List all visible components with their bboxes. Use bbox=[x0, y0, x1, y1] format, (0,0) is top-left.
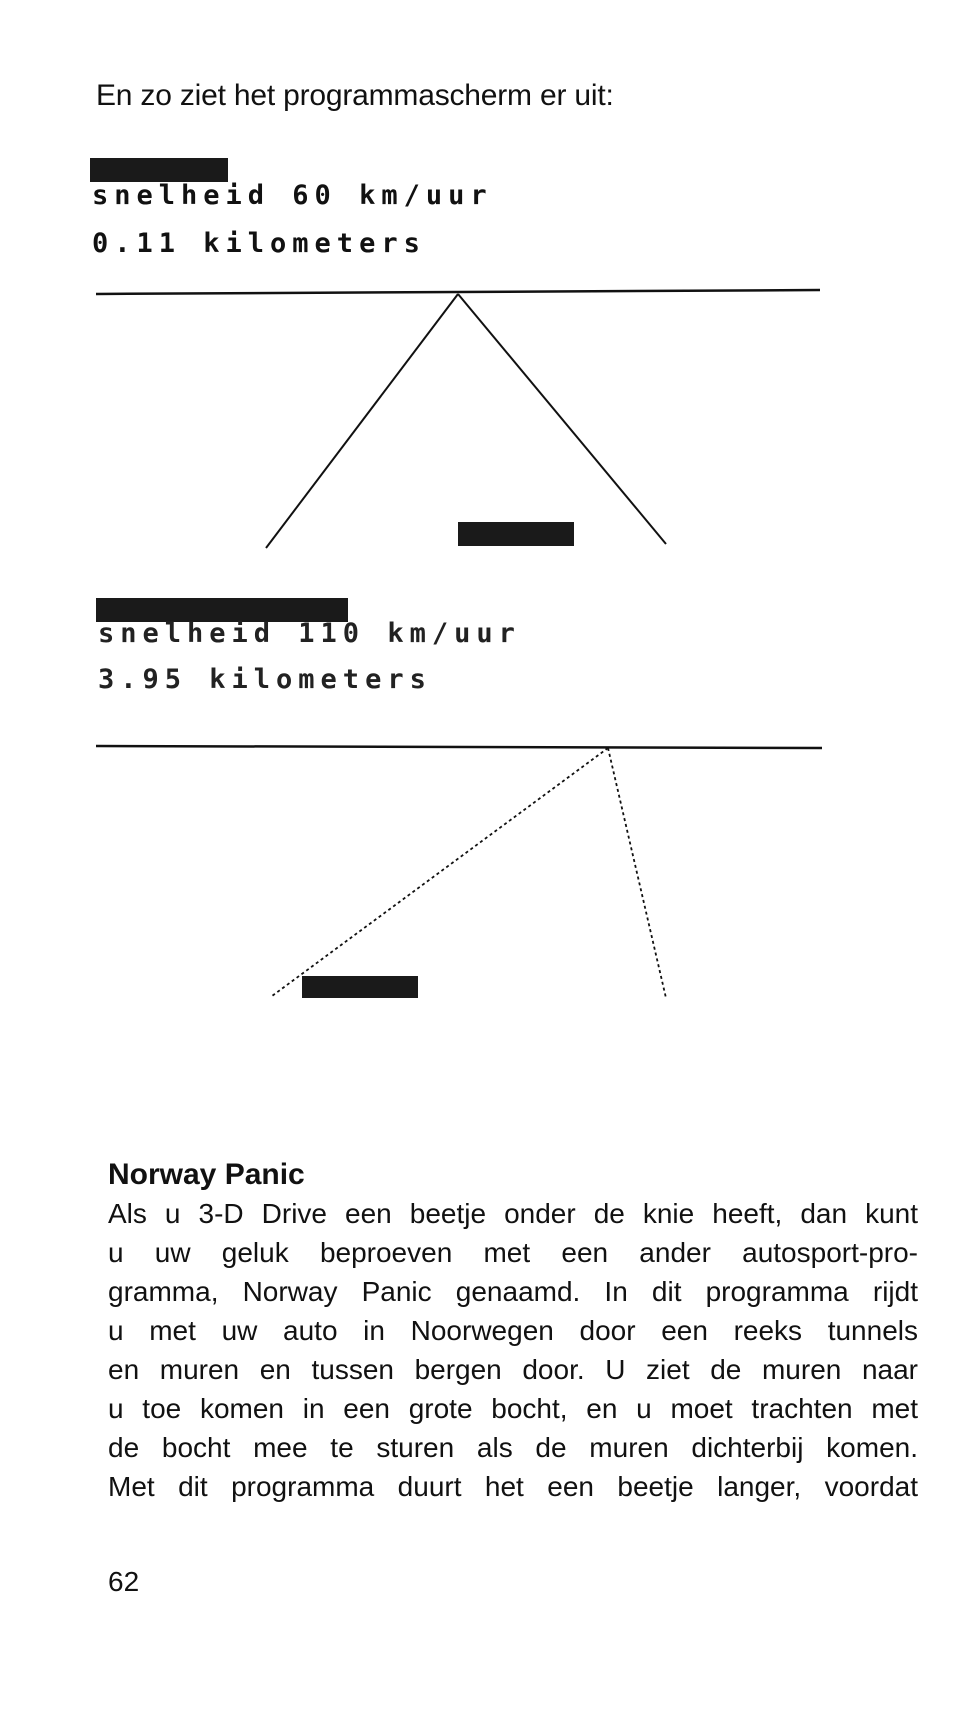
road-right-edge bbox=[608, 748, 666, 998]
program-screen-1 bbox=[92, 150, 916, 610]
body-paragraph bbox=[108, 1194, 918, 1506]
speed-readout: snelheid 110 km/uur bbox=[98, 618, 521, 649]
section-title: Norway Panic bbox=[108, 1158, 305, 1191]
body-line: Met dit programma duurt het een beetje langer, voordat bbox=[108, 1471, 918, 1502]
body-line: u toe komen in een grote bocht, en u moet trachten met bbox=[108, 1393, 918, 1424]
road-drawing bbox=[96, 650, 916, 1110]
body-line: gramma, Norway Panic genaamd. In dit programma rijdt bbox=[108, 1276, 918, 1307]
car-block bbox=[302, 976, 418, 998]
horizon-line bbox=[96, 746, 822, 748]
distance-readout: 3.95 kilometers bbox=[98, 664, 432, 695]
distance-readout: 0.11 kilometers bbox=[92, 228, 426, 259]
road-drawing bbox=[96, 150, 916, 610]
road-left-edge bbox=[266, 294, 458, 548]
horizon-line bbox=[96, 290, 820, 294]
car-block bbox=[458, 522, 574, 546]
intro-text: En zo ziet het programmascherm er uit: bbox=[96, 79, 614, 112]
road-right-edge bbox=[458, 294, 666, 544]
program-screen-2 bbox=[96, 618, 916, 1110]
body-line: de bocht mee te sturen als de muren dichterbij komen. bbox=[108, 1432, 918, 1463]
body-line: Als u 3-D Drive een beetje onder de knie heeft, dan kunt bbox=[108, 1198, 918, 1229]
speed-readout: snelheid 60 km/uur bbox=[92, 180, 493, 211]
road-left-edge bbox=[272, 748, 608, 996]
body-line: u uw geluk beproeven met een ander autosport-pro- bbox=[108, 1237, 918, 1268]
body-line: en muren en tussen bergen door. U ziet de muren naar bbox=[108, 1354, 918, 1385]
body-line: u met uw auto in Noorwegen door een reeks tunnels bbox=[108, 1315, 918, 1346]
page-number: 62 bbox=[108, 1566, 140, 1597]
